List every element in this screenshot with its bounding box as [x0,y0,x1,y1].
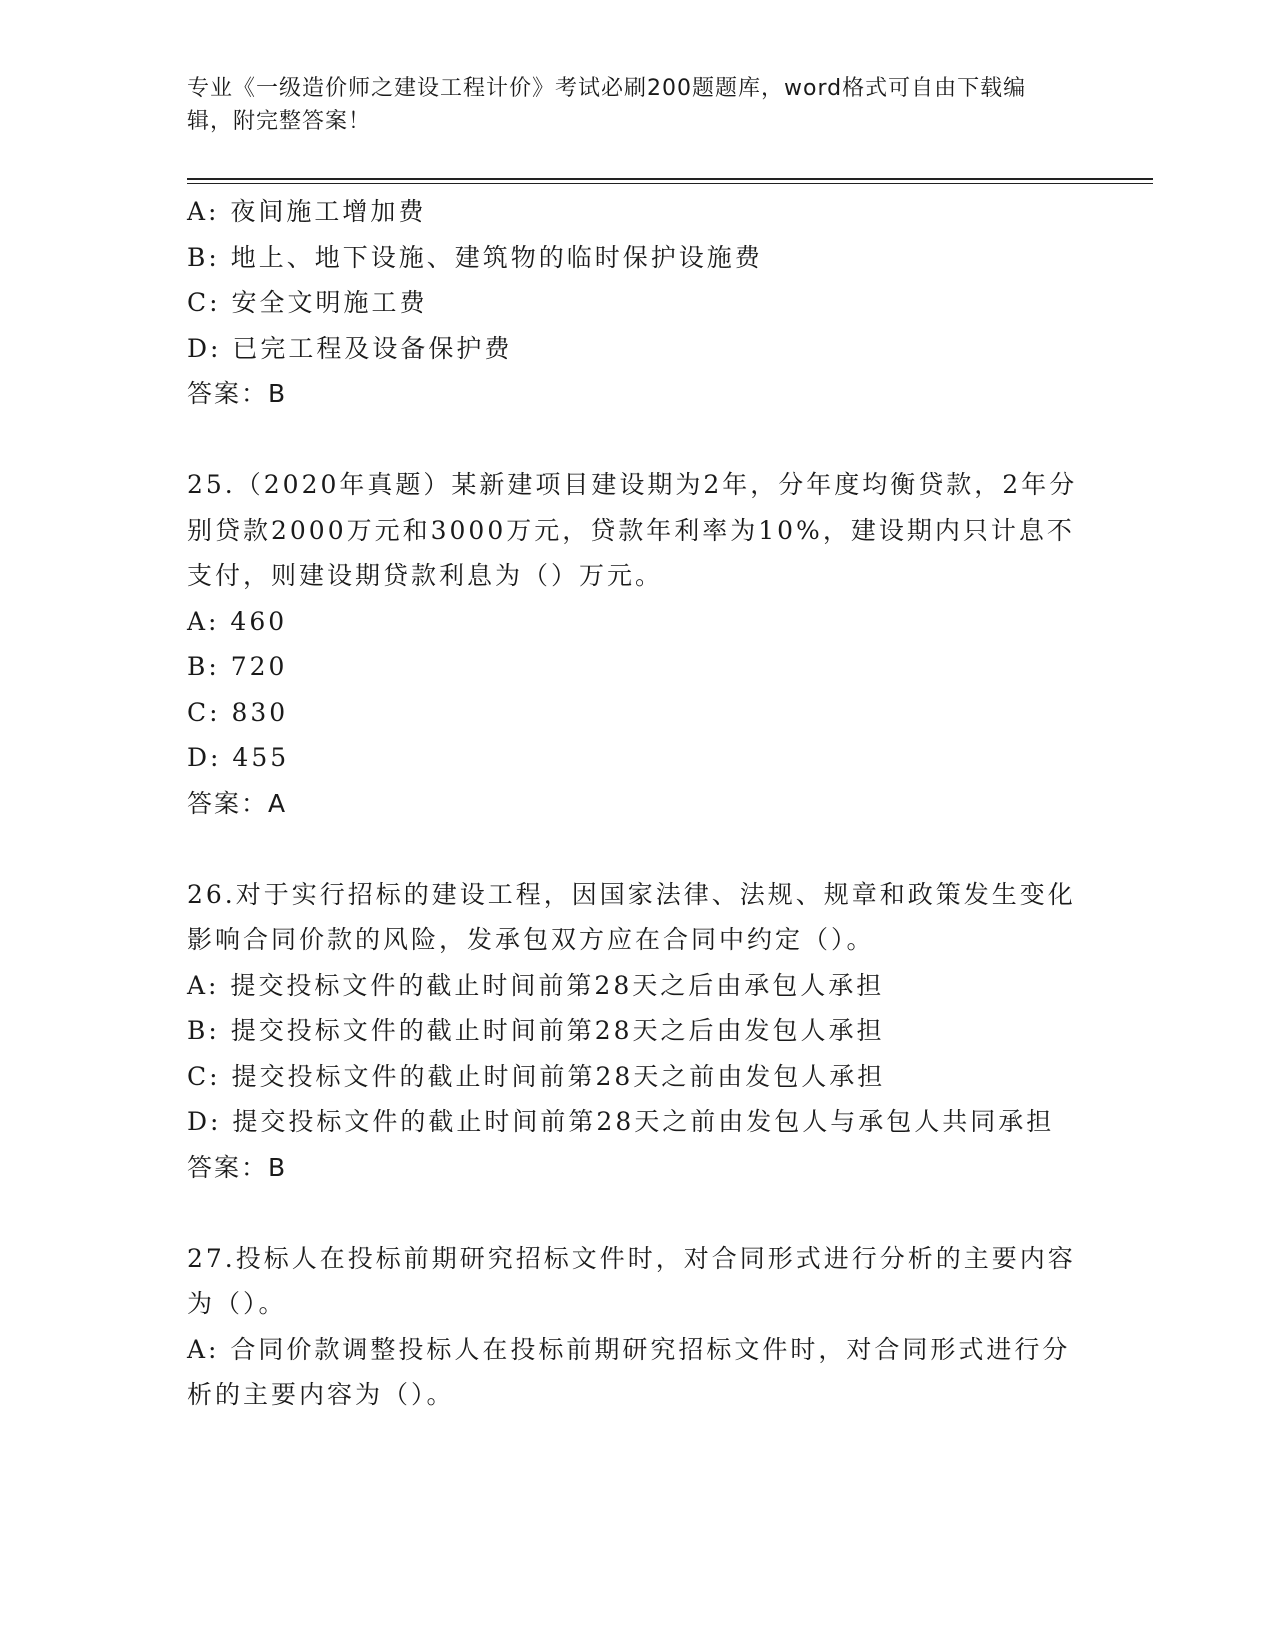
question-26 [187,872,1087,1191]
option-b: B: 720 [187,652,288,681]
question-stem: 26.对于实行招标的建设工程，因国家法律、法规、规章和政策发生变化影响合同价款的风险，发承包双方应在合同中约定（）。 [187,879,1076,954]
option-a: A: 460 [187,606,288,636]
answer: 答案：B [187,1152,288,1182]
option-a: A: 合同价款调整投标人在投标前期研究招标文件时，对合同形式进行分析的主要内容为（）。 [187,1334,1071,1409]
header-rule-thin [187,183,1153,184]
option-c: C: 830 [187,697,289,727]
option-c: C: 安全文明施工费 [187,288,428,317]
answer: 答案：A [187,788,288,818]
option-c: C: 提交投标文件的截止时间前第28天之前由发包人承担 [187,1061,886,1091]
question-24 [187,189,1087,417]
option-a: A: 提交投标文件的截止时间前第28天之后由承包人承担 [187,970,885,1000]
question-stem: 25.（2020年真题）某新建项目建设期为2年，分年度均衡贷款，2年分别贷款2000万元和3000万元，贷款年利率为10%，建设期内只计息不支付，则建设期贷款利息为（）万元。 [187,470,1078,590]
option-b: B: 地上、地下设施、建筑物的临时保护设施费 [187,242,763,272]
document-header: 专业《一级造价师之建设工程计价》考试必刷200题题库，word格式可自由下载编辑，附完整答案！ [187,76,1027,134]
header-rule-thick [187,178,1153,180]
question-27 [187,1236,1087,1418]
question-25 [187,462,1087,826]
option-d: D: 已完工程及设备保护费 [187,333,513,363]
option-d: D: 455 [187,743,290,772]
option-b: B: 提交投标文件的截止时间前第28天之后由发包人承担 [187,1016,885,1045]
answer: 答案：B [187,379,288,408]
option-a: A: 夜间施工增加费 [187,197,427,226]
question-stem: 27.投标人在投标前期研究招标文件时，对合同形式进行分析的主要内容为（）。 [187,1243,1076,1318]
document-body [187,189,1087,1418]
option-d: D: 提交投标文件的截止时间前第28天之前由发包人与承包人共同承担 [187,1107,1055,1136]
